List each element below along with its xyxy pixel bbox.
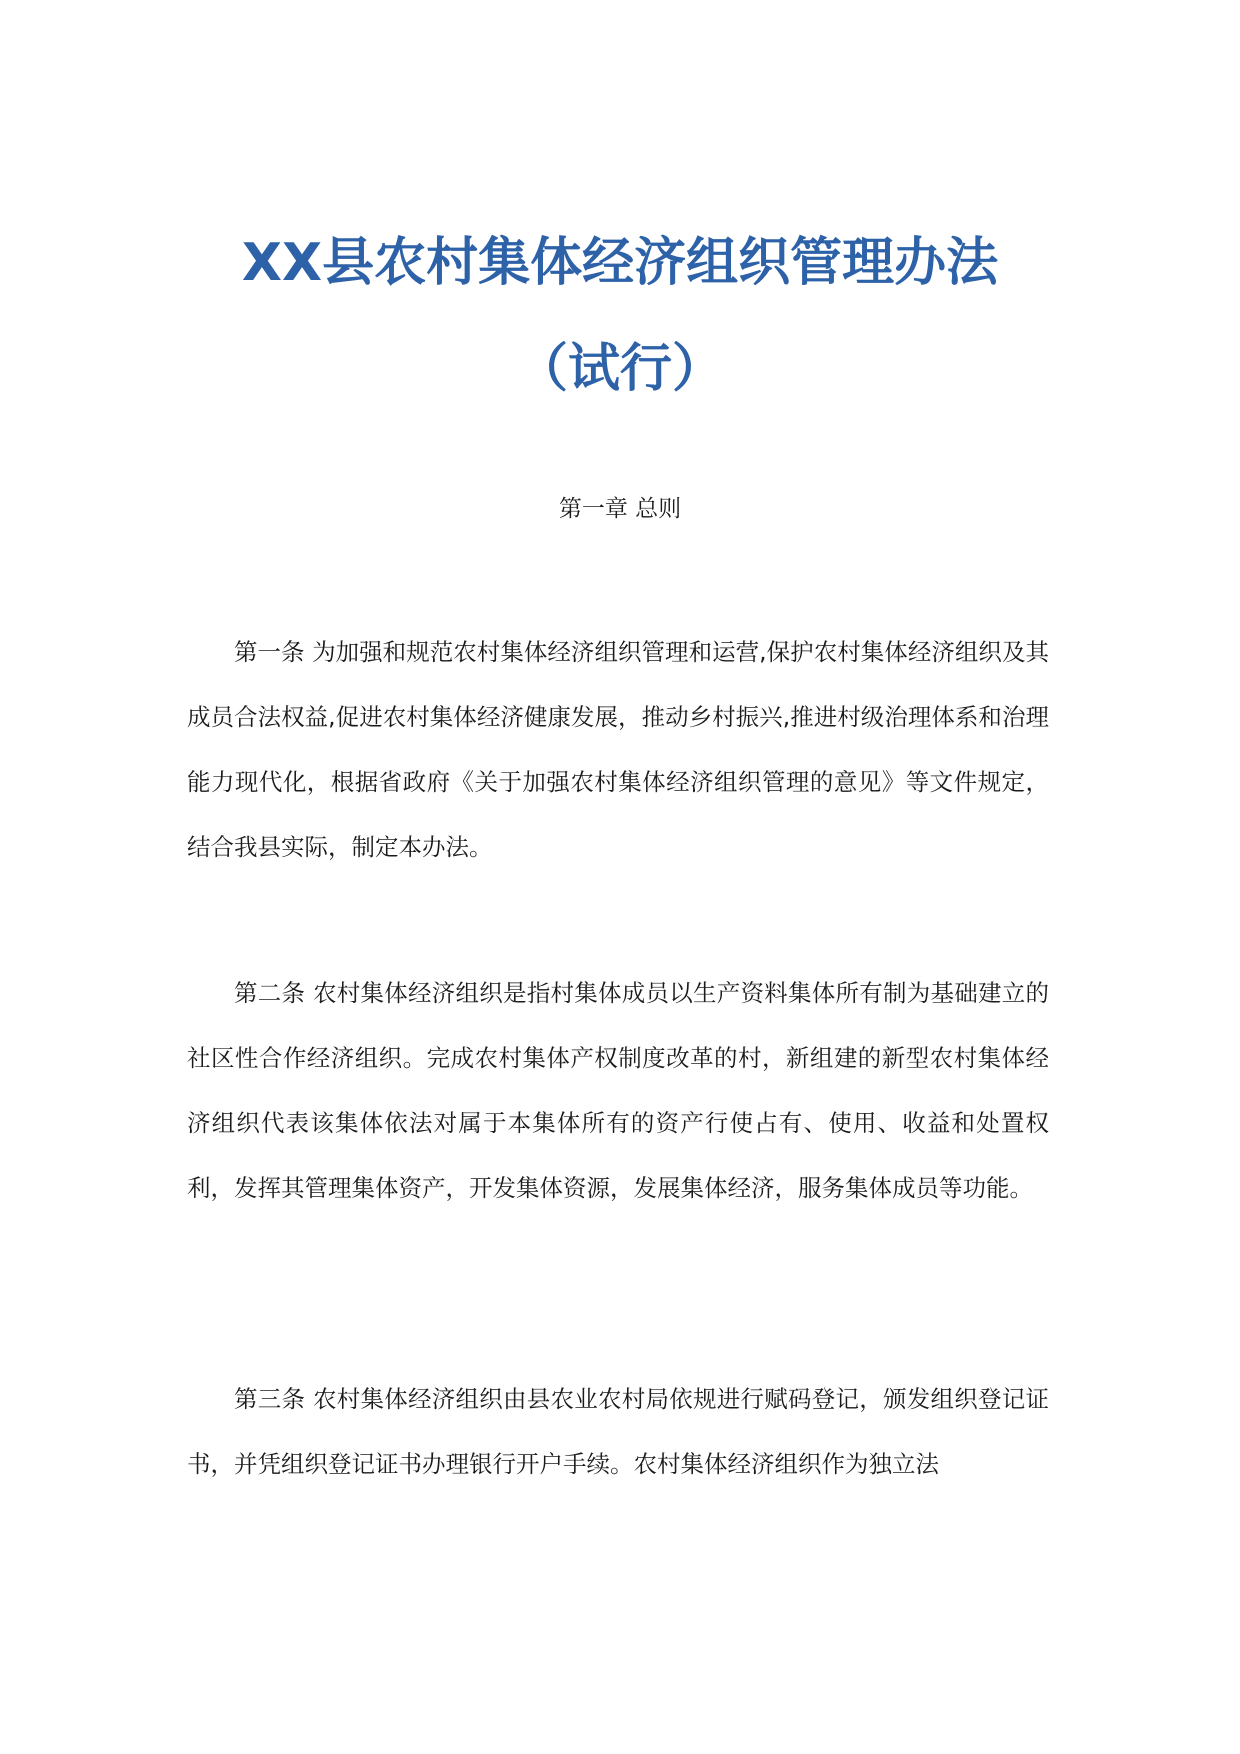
- article-3: 第三条 农村集体经济组织由县农业农村局依规进行赋码登记，颁发组织登记证书，并凭组织登记证书办理银行开户手续。农村集体经济组织作为独立法: [187, 1385, 1049, 1478]
- article-1: 第一条 为加强和规范农村集体经济组织管理和运营,保护农村集体经济组织及其成员合法权益,促进农村集体经济健康发展，推动乡村振兴,推进村级治理体系和治理能力现代化，根据省政府《关于加强农村集体经济组织管理的意见》等文件规定，结合我县实际，制定本办法。: [187, 638, 1049, 861]
- chapter-heading: 第一章 总则: [558, 496, 682, 522]
- document-title: XX县农村集体经济组织管理办法（试行）: [241, 233, 999, 399]
- article-2: 第二条 农村集体经济组织是指村集体成员以生产资料集体所有制为基础建立的社区性合作经济组织。完成农村集体产权制度改革的村，新组建的新型农村集体经济组织代表该集体依法对属于本集体所有的资产行使占有、使用、收益和处置权利，发挥其管理集体资产，开发集体资源，发展集体经济，服务集体成员等功能。: [187, 979, 1049, 1202]
